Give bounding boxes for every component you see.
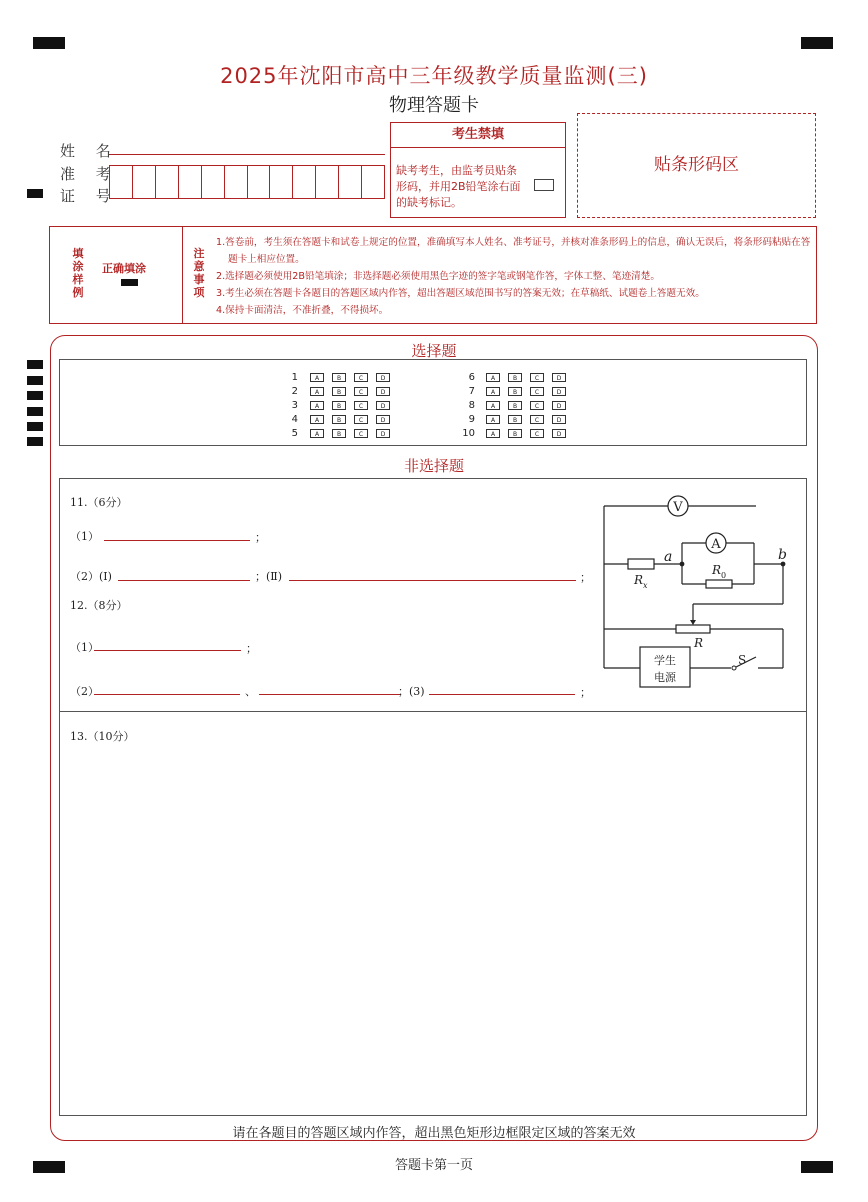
id-cell[interactable] xyxy=(225,166,248,198)
q12-part3-label: ；(3) xyxy=(398,685,425,698)
q12-part2-blank-a[interactable] xyxy=(94,694,240,695)
mc-option-bubble[interactable]: D xyxy=(376,387,390,396)
note-item: 4.保持卡面清洁，不准折叠，不得损坏。 xyxy=(216,305,389,316)
ammeter-symbol: A xyxy=(711,537,721,552)
fill-example-label: 填涂样例 xyxy=(72,247,84,299)
q11-heading: 11.（6分） xyxy=(70,496,128,509)
q12-heading: 12.（8分） xyxy=(70,599,128,612)
mc-option-bubble[interactable]: C xyxy=(530,387,544,396)
timing-mark-mc-5 xyxy=(27,422,43,431)
id-label-line1: 准 考 xyxy=(60,165,119,183)
mc-option-bubble[interactable]: B xyxy=(332,415,346,424)
q12-part2-sep: 、 xyxy=(245,685,256,698)
mc-option-bubble[interactable]: D xyxy=(552,415,566,424)
nonmc-section-title: 非选择题 xyxy=(403,457,464,475)
q11-part2-i-blank[interactable] xyxy=(118,580,250,581)
absent-header: 考生禁填 xyxy=(391,123,565,148)
rx-subscript: x xyxy=(643,581,648,590)
note-item: 1.答卷前，考生须在答题卡和试卷上规定的位置，准确填写本人姓名、准考证号，并核对准条形码上的信息，确认无误后，将条形码粘贴在答题卡上相应位置。 xyxy=(216,237,811,265)
q13-heading: 13.（10分） xyxy=(70,730,135,743)
correct-fill-label: 正确填涂 xyxy=(102,262,146,275)
id-cell[interactable] xyxy=(339,166,362,198)
mc-option-bubble[interactable]: D xyxy=(376,429,390,438)
mc-answer-box xyxy=(59,359,807,446)
mc-option-bubble[interactable]: B xyxy=(332,429,346,438)
boundary-notice: 请在各题目的答题区域内作答，超出黑色矩形边框限定区域的答案无效 xyxy=(232,1126,636,1141)
mc-question-number: 8 xyxy=(468,400,475,411)
id-cell[interactable] xyxy=(179,166,202,198)
mc-option-bubble[interactable]: B xyxy=(332,373,346,382)
card-subtitle: 物理答题卡 xyxy=(389,95,479,116)
node-a-dot xyxy=(680,562,685,567)
mc-option-bubble[interactable]: C xyxy=(530,429,544,438)
id-cell[interactable] xyxy=(293,166,316,198)
notes-label: 注意事项 xyxy=(193,247,205,299)
mc-question-number: 5 xyxy=(291,428,298,439)
mc-option-bubble[interactable]: A xyxy=(310,373,324,382)
power-supply-label-1: 学生 xyxy=(654,654,676,667)
node-b-label: b xyxy=(778,547,787,563)
mc-question-number: 6 xyxy=(468,372,475,383)
q11-part1-label: （1） xyxy=(70,530,99,543)
q11-part2-ii-label: ；(Ⅱ) xyxy=(255,570,283,583)
mc-option-bubble[interactable]: A xyxy=(310,387,324,396)
mc-option-bubble[interactable]: C xyxy=(354,401,368,410)
mc-option-bubble[interactable]: D xyxy=(552,373,566,382)
q12-part2-blank-b[interactable] xyxy=(259,694,400,695)
mc-option-bubble[interactable]: D xyxy=(552,401,566,410)
absent-mark-box[interactable] xyxy=(534,179,554,191)
timing-mark-mc-1 xyxy=(27,360,43,369)
q11-part1-blank[interactable] xyxy=(104,540,250,541)
id-label-line2: 证 号 xyxy=(60,187,119,205)
mc-option-bubble[interactable]: B xyxy=(508,429,522,438)
mc-option-bubble[interactable]: A xyxy=(486,401,500,410)
id-cell[interactable] xyxy=(248,166,271,198)
rx-label: R xyxy=(634,573,644,587)
mc-option-bubble[interactable]: A xyxy=(486,387,500,396)
timing-mark-top-left xyxy=(33,37,65,49)
mc-option-bubble[interactable]: D xyxy=(376,415,390,424)
q12-part2-label: （2） xyxy=(70,685,99,698)
voltmeter-symbol: V xyxy=(673,500,683,515)
mc-option-bubble[interactable]: B xyxy=(508,415,522,424)
mc-option-bubble[interactable]: A xyxy=(310,401,324,410)
mc-option-bubble[interactable]: D xyxy=(376,373,390,382)
id-cell[interactable] xyxy=(316,166,339,198)
q11-part2-label: （2）(Ⅰ) xyxy=(70,570,112,583)
mc-option-bubble[interactable]: B xyxy=(508,401,522,410)
mc-option-bubble[interactable]: B xyxy=(332,387,346,396)
mc-option-bubble[interactable]: C xyxy=(354,373,368,382)
q12-part1-blank[interactable] xyxy=(94,650,241,651)
id-cell[interactable] xyxy=(270,166,293,198)
circuit-diagram xyxy=(598,492,790,692)
instructions-panel xyxy=(49,226,817,324)
id-cell[interactable] xyxy=(202,166,225,198)
mc-option-bubble[interactable]: B xyxy=(332,401,346,410)
q11-part2-ii-blank[interactable] xyxy=(289,580,576,581)
timing-mark-top-right xyxy=(801,37,833,49)
r0-label: R xyxy=(712,563,722,577)
mc-option-bubble[interactable]: A xyxy=(486,429,500,438)
mc-option-bubble[interactable]: C xyxy=(530,373,544,382)
timing-mark-mc-3 xyxy=(27,391,43,400)
notes-list xyxy=(216,234,816,319)
timing-mark-mc-2 xyxy=(27,376,43,385)
id-cell[interactable] xyxy=(362,166,384,198)
q11-part1-semi: ； xyxy=(255,531,266,544)
note-item: 2.选择题必须使用2B铅笔填涂；非选择题必须使用黑色字迹的签字笔或钢笔作答，字体工整、笔迹清楚。 xyxy=(216,271,660,282)
q12-part1-label: （1） xyxy=(70,641,99,654)
mc-option-bubble[interactable]: A xyxy=(310,415,324,424)
id-cell[interactable] xyxy=(133,166,156,198)
mc-option-bubble[interactable]: C xyxy=(354,429,368,438)
mc-option-bubble[interactable]: D xyxy=(552,387,566,396)
mc-option-bubble[interactable]: A xyxy=(486,373,500,382)
name-label: 姓 名 xyxy=(60,142,119,160)
absent-instructions: 缺考考生，由监考员贴条形码，并用2B铅笔涂右面的缺考标记。 xyxy=(396,164,521,209)
mc-option-bubble[interactable]: D xyxy=(376,401,390,410)
q12-part3-semi: ； xyxy=(580,686,591,699)
power-supply-label-2: 电源 xyxy=(654,671,676,684)
note-item: 3.考生必须在答题卡各题目的答题区域内作答，超出答题区域范围书写的答案无效；在草稿纸、试题卷上答题无效。 xyxy=(216,288,705,299)
timing-mark-id xyxy=(27,189,43,198)
exam-title: 2025年沈阳市高中三年级教学质量监测(三) xyxy=(220,64,648,88)
mc-option-bubble[interactable]: C xyxy=(530,415,544,424)
mc-option-bubble[interactable]: B xyxy=(508,387,522,396)
mc-option-bubble[interactable]: C xyxy=(354,415,368,424)
exam-id-grid[interactable] xyxy=(109,165,385,199)
id-cell[interactable] xyxy=(156,166,179,198)
q13-answer-box[interactable] xyxy=(59,711,807,1116)
rheostat-label: R xyxy=(694,636,704,650)
mc-option-bubble[interactable]: C xyxy=(354,387,368,396)
fill-example xyxy=(50,227,183,323)
mc-question-number: 7 xyxy=(468,386,475,397)
absent-panel xyxy=(390,122,566,218)
r0-subscript: 0 xyxy=(721,571,727,580)
timing-mark-mc-4 xyxy=(27,407,43,416)
timing-mark-mc-6 xyxy=(27,437,43,446)
mc-question-number: 1 xyxy=(291,372,298,383)
q12-part3-blank[interactable] xyxy=(429,694,575,695)
page-footer: 答题卡第一页 xyxy=(394,1158,473,1173)
barcode-area[interactable]: 贴条形码区 xyxy=(577,113,816,218)
mc-question-number: 4 xyxy=(291,414,298,425)
rheostat-slider-arrow xyxy=(690,620,696,625)
mc-question-number: 10 xyxy=(462,428,475,439)
mc-question-number: 2 xyxy=(291,386,298,397)
name-field[interactable] xyxy=(109,154,385,155)
switch-label: S xyxy=(738,653,747,667)
q12-part1-semi: ； xyxy=(246,642,257,655)
mc-question-number: 3 xyxy=(291,400,298,411)
mc-option-bubble[interactable]: A xyxy=(486,415,500,424)
mc-option-bubble[interactable]: B xyxy=(508,373,522,382)
mc-option-bubble[interactable]: A xyxy=(310,429,324,438)
mc-section-title: 选择题 xyxy=(411,342,457,360)
mc-option-bubble[interactable]: D xyxy=(552,429,566,438)
mc-question-number: 9 xyxy=(468,414,475,425)
id-cell[interactable] xyxy=(110,166,133,198)
switch-pivot xyxy=(732,666,736,670)
node-a-label: a xyxy=(664,549,673,565)
mc-option-bubble[interactable]: C xyxy=(530,401,544,410)
correct-fill-sample xyxy=(121,279,138,286)
q11-part2-semi: ； xyxy=(580,571,591,584)
